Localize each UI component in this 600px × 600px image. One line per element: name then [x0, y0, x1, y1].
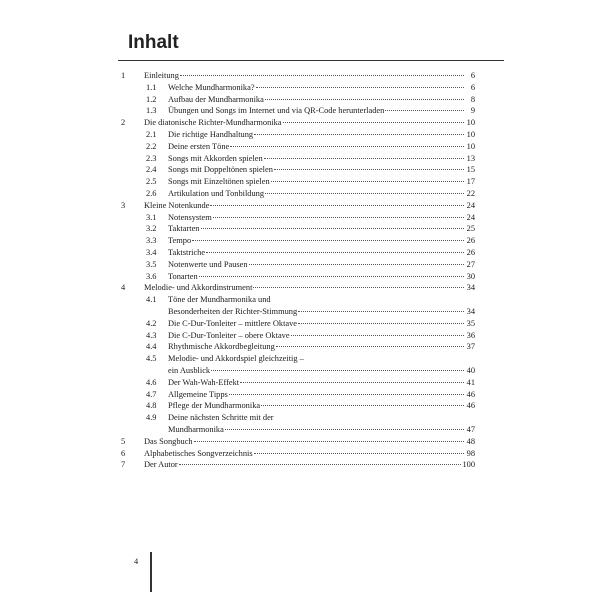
- toc-entry: [118, 212, 475, 224]
- dot-leader: [213, 216, 464, 218]
- dot-leader: [192, 239, 464, 241]
- toc-entry: [118, 353, 475, 377]
- toc-entry: [118, 94, 475, 106]
- toc-entry-number: 4.4: [146, 342, 157, 352]
- toc-entry: [118, 377, 475, 389]
- toc-entry-title: Die diatonische Richter-Mundharmonika: [144, 118, 282, 128]
- toc-entry-page: 10: [466, 118, 475, 128]
- toc-entry-page: 8: [470, 94, 475, 104]
- dot-leader: [254, 452, 464, 454]
- toc-entry-number: 2.2: [146, 141, 157, 151]
- toc-entry-number: 2.5: [146, 177, 157, 187]
- dot-leader: [261, 404, 464, 406]
- toc-entry-number: 2.4: [146, 165, 157, 175]
- toc-entry-title: Aufbau der Mundharmonika: [168, 94, 264, 104]
- toc-entry-number: 1.1: [146, 82, 157, 92]
- toc-entry-title: Töne der Mundharmonika und: [168, 295, 271, 305]
- dot-leader: [249, 263, 464, 265]
- toc-entry-page: 22: [466, 188, 475, 198]
- toc-entry: [118, 129, 475, 141]
- toc-entry-title: Übungen und Songs im Internet und via QR-Code herunterladen: [168, 106, 385, 116]
- dot-leader: [274, 168, 464, 170]
- toc-entry-number: 4: [121, 283, 126, 293]
- dot-leader: [229, 393, 464, 395]
- toc-entry: [118, 259, 475, 271]
- toc-entry-title: Deine nächsten Schritte mit der: [168, 413, 274, 423]
- toc-entry-title: Artikulation und Tonbildung: [168, 188, 265, 198]
- toc-entry-number: 1: [121, 71, 126, 80]
- dot-leader: [298, 322, 464, 324]
- toc-entry-number: 2: [121, 118, 126, 128]
- toc-entry-page: 27: [466, 259, 475, 269]
- dot-leader: [199, 275, 464, 277]
- toc-entry: [118, 294, 475, 318]
- toc-entry-title: Songs mit Akkorden spielen: [168, 153, 263, 163]
- toc-entry: [118, 271, 475, 283]
- toc-entry-page: 47: [466, 424, 475, 434]
- toc-entry-page: 26: [466, 247, 475, 257]
- toc-entry-title: Songs mit Doppeltönen spielen: [168, 165, 273, 175]
- toc-entry-title: Die C-Dur-Tonleiter – mittlere Oktave: [168, 318, 298, 328]
- dot-leader: [271, 180, 464, 182]
- dot-leader: [240, 381, 464, 383]
- toc-entry: [118, 164, 475, 176]
- dot-leader: [230, 145, 464, 147]
- dot-leader: [206, 251, 464, 253]
- toc-entry-page: 17: [466, 177, 475, 187]
- table-of-contents: [118, 70, 475, 471]
- toc-entry-page: 6: [470, 71, 475, 80]
- toc-entry: [118, 105, 475, 117]
- toc-entry-title-continued: Besonderheiten der Richter-Stimmung: [168, 306, 298, 316]
- toc-entry-page: 30: [466, 271, 475, 281]
- toc-entry-title: Die C-Dur-Tonleiter – obere Oktave: [168, 330, 290, 340]
- toc-entry-number: 2.1: [146, 129, 157, 139]
- toc-entry-page: 34: [466, 306, 475, 316]
- page-number: 4: [134, 557, 139, 566]
- toc-entry: [118, 200, 475, 212]
- toc-entry: [118, 153, 475, 165]
- toc-entry-title: Notenwerte und Pausen: [168, 259, 248, 269]
- toc-entry: [118, 223, 475, 235]
- dot-leader: [180, 74, 464, 76]
- toc-entry: [118, 188, 475, 200]
- toc-entry-number: 3.3: [146, 236, 157, 246]
- toc-entry-page: 24: [466, 212, 475, 222]
- dot-leader: [298, 310, 464, 312]
- toc-entry: [118, 247, 475, 259]
- dot-leader: [201, 227, 465, 229]
- dot-leader: [283, 121, 464, 123]
- toc-entry-title: Einleitung: [144, 71, 179, 80]
- dot-leader: [291, 334, 464, 336]
- toc-entry-title: Songs mit Einzeltönen spielen: [168, 177, 270, 187]
- toc-entry-page: 40: [466, 365, 475, 375]
- toc-entry: [118, 117, 475, 129]
- dot-leader: [256, 86, 464, 88]
- dot-leader: [225, 428, 464, 430]
- toc-entry-page: 13: [466, 153, 475, 163]
- toc-entry: [118, 318, 475, 330]
- toc-entry: [118, 70, 475, 82]
- dot-leader: [264, 157, 464, 159]
- dot-leader: [194, 440, 464, 442]
- dot-leader: [276, 345, 464, 347]
- toc-entry-title: Das Songbuch: [144, 436, 193, 446]
- toc-entry-title: Allgemeine Tipps: [168, 389, 228, 399]
- toc-entry-number: 4.7: [146, 389, 157, 399]
- toc-entry-title: Tempo: [168, 236, 192, 246]
- toc-entry-page: 6: [470, 82, 475, 92]
- toc-entry-title: Tonarten: [168, 271, 198, 281]
- toc-entry-page: 46: [466, 401, 475, 411]
- toc-entry: [118, 389, 475, 401]
- toc-entry-number: 1.2: [146, 94, 157, 104]
- dot-leader: [211, 369, 464, 371]
- toc-entry-number: 3.1: [146, 212, 157, 222]
- toc-entry-number: 3.5: [146, 259, 157, 269]
- toc-entry-number: 5: [121, 436, 126, 446]
- toc-entry-title: Die richtige Handhaltung: [168, 129, 254, 139]
- toc-entry-number: 1.3: [146, 106, 157, 116]
- toc-entry-page: 15: [466, 165, 475, 175]
- toc-entry-title: Taktarten: [168, 224, 200, 234]
- toc-entry-page: 100: [462, 460, 475, 470]
- toc-entry-page: 34: [466, 283, 475, 293]
- toc-entry-title: Rhythmische Akkordbegleitung: [168, 342, 275, 352]
- toc-entry-number: 2.6: [146, 188, 157, 198]
- toc-entry: [118, 448, 475, 460]
- toc-entry: [118, 436, 475, 448]
- page-margin-bar: [150, 552, 152, 592]
- toc-entry-number: 4.5: [146, 354, 157, 364]
- toc-entry-page: 26: [466, 236, 475, 246]
- toc-entry-title: Alphabetisches Songverzeichnis: [144, 448, 253, 458]
- toc-entry-number: 4.6: [146, 377, 157, 387]
- toc-entry-number: 4.9: [146, 413, 157, 423]
- toc-entry-number: 4.2: [146, 318, 157, 328]
- toc-entry: [118, 412, 475, 436]
- toc-entry: [118, 282, 475, 294]
- toc-entry: [118, 330, 475, 342]
- toc-entry-title-continued: Mundharmonika: [168, 424, 224, 434]
- toc-entry-page: 25: [466, 224, 475, 234]
- toc-entry-number: 6: [121, 448, 126, 458]
- toc-entry-page: 10: [466, 129, 475, 139]
- toc-entry-page: 46: [466, 389, 475, 399]
- toc-entry-number: 3: [121, 200, 126, 210]
- toc-entry-title: Melodie- und Akkordinstrument: [144, 283, 253, 293]
- toc-entry: [118, 235, 475, 247]
- toc-entry-number: 7: [121, 460, 126, 470]
- toc-entry-page: 9: [470, 106, 475, 116]
- toc-entry-number: 3.2: [146, 224, 157, 234]
- toc-entry-page: 48: [466, 436, 475, 446]
- toc-entry-page: 36: [466, 330, 475, 340]
- page-title: Inhalt: [128, 32, 179, 53]
- toc-entry-number: 4.1: [146, 295, 157, 305]
- toc-entry-number: 4.8: [146, 401, 157, 411]
- toc-entry-page: 35: [466, 318, 475, 328]
- toc-entry-title: Taktstriche: [168, 247, 206, 257]
- toc-entry-title-continued: ein Ausblick: [168, 365, 211, 375]
- toc-entry-page: 41: [466, 377, 475, 387]
- dot-leader: [253, 286, 464, 288]
- dot-leader: [265, 98, 464, 100]
- toc-entry: [118, 176, 475, 188]
- toc-entry-page: 24: [466, 200, 475, 210]
- toc-entry: [118, 341, 475, 353]
- toc-entry-title: Kleine Notenkunde: [144, 200, 210, 210]
- toc-entry-number: 4.3: [146, 330, 157, 340]
- toc-entry: [118, 400, 475, 412]
- toc-entry: [118, 141, 475, 153]
- toc-entry-title: Der Autor: [144, 460, 178, 470]
- toc-entry: [118, 459, 475, 471]
- toc-entry-title: Pflege der Mundharmonika: [168, 401, 261, 411]
- title-rule: [118, 60, 504, 61]
- dot-leader: [385, 109, 464, 111]
- toc-entry-title: Melodie- und Akkordspiel gleichzeitig –: [168, 354, 304, 364]
- dot-leader: [179, 463, 462, 465]
- toc-entry-number: 2.3: [146, 153, 157, 163]
- toc-entry-title: Deine ersten Töne: [168, 141, 230, 151]
- toc-entry-page: 98: [466, 448, 475, 458]
- toc-entry: [118, 82, 475, 94]
- dot-leader: [265, 192, 464, 194]
- toc-entry-title: Welche Mundharmonika?: [168, 82, 255, 92]
- dot-leader: [254, 133, 464, 135]
- toc-entry-page: 10: [466, 141, 475, 151]
- toc-entry-page: 37: [466, 342, 475, 352]
- toc-entry-title: Der Wah-Wah-Effekt: [168, 377, 240, 387]
- toc-entry-number: 3.4: [146, 247, 157, 257]
- toc-entry-number: 3.6: [146, 271, 157, 281]
- toc-entry-title: Notensystem: [168, 212, 212, 222]
- dot-leader: [210, 204, 464, 206]
